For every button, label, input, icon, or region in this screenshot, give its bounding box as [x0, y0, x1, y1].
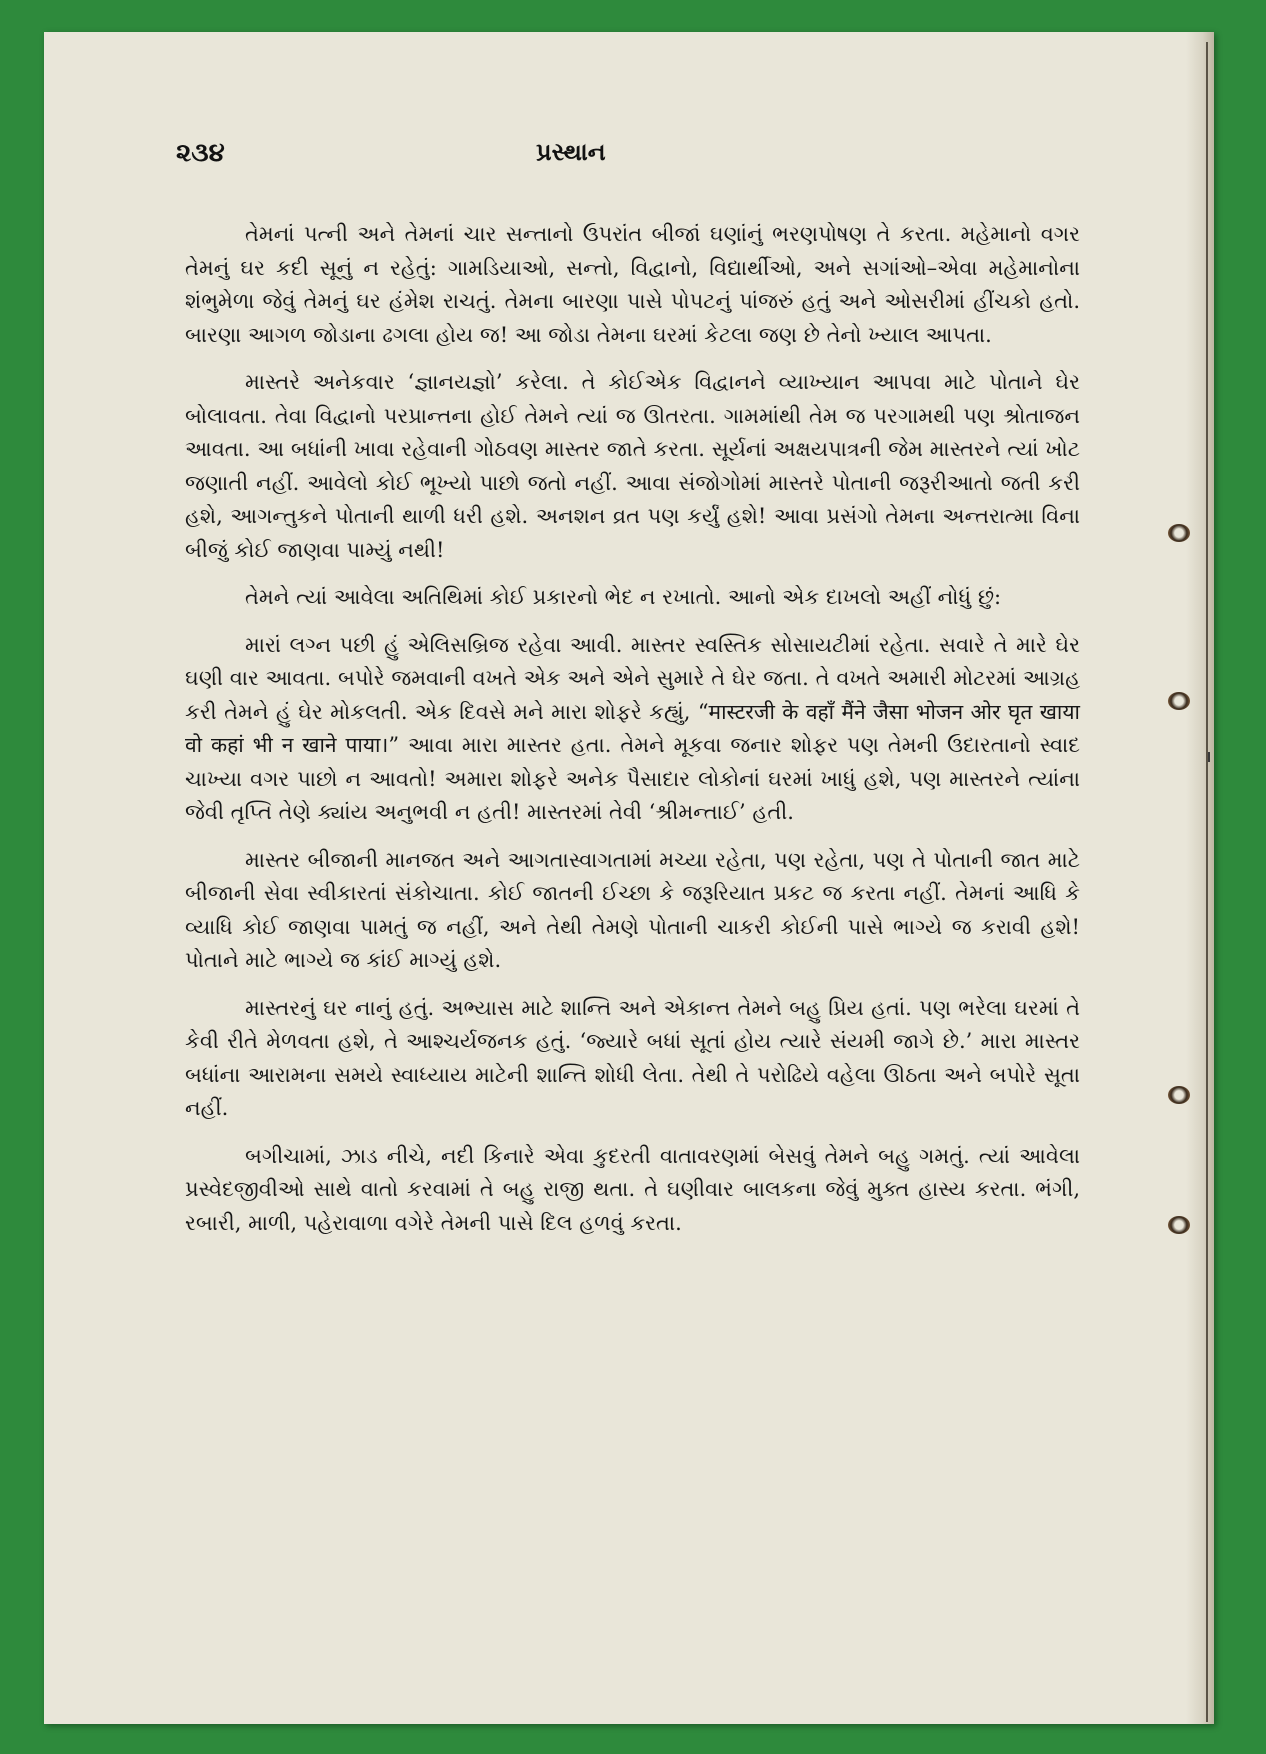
punch-hole — [1168, 524, 1190, 542]
paragraph: બગીચામાં, ઝાડ નીચે, નદી કિનારે એવા કુદરતી વાતાવરણમાં બેસવું તેમને બહુ ગમતું. ત્યાં આવેલા પ્રસ્વેદજીવીઓ સાથે વાતો કરવામાં તે બહુ રાજી થતા. તે ઘણીવાર બાલકના જેવું મુક્ત હાસ્ય કરતા. ભંગી, રબારી, માળી, પહેરાવાળા વગેરે તેમની પાસે દિલ હળવું કરતા. — [185, 1143, 1080, 1235]
paragraph: માસ્તરે અનેકવાર ‘જ્ઞાનયજ્ઞો’ કરેલા. તે કોઈએક વિદ્વાનને વ્યાખ્યાન આપવા માટે પોતાને ઘેર બોલાવતા. તેવા વિદ્વાનો પરપ્રાન્તના હોઈ તેમને ત્યાં જ ઊતરતા. ગામમાંથી તેમ જ પરગામથી પણ શ્રોતાજન આવતા. આ બધાંની ખાવા રહેવાની ગોઠવણ માસ્તર જાતે કરતા. સૂર્યનાં અક્ષયપાત્રની જેમ માસ્તરને ત્યાં ખોટ જણાતી નહીં. આવેલો કોઈ ભૂખ્યો પાછો જતો નહીં. આવા સંજોગોમાં માસ્તરે પોતાની જરૂરીઆતો જતી કરી હશે, આગન્તુકને પોતાની થાળી ધરી હશે. અનશન વ્રત પણ કર્યું હશે! આવા પ્રસંગો તેમના અન્તરાત્મા વિના બીજું કોઈ જાણવા પામ્યું નથી! — [185, 370, 1080, 562]
punch-hole — [1168, 1216, 1190, 1234]
running-title: પ્રસ્થાન — [536, 138, 606, 166]
paragraph: માસ્તરનું ઘર નાનું હતું. અભ્યાસ માટે શાન્તિ અને એકાન્ત તેમને બહુ પ્રિય હતાં. પણ ભરેલા ઘરમાં તે કેવી રીતે મેળવતા હશે, તે આશ્ચર્યજનક હતું. ‘જ્યારે બધાં સૂતાં હોય ત્યારે સંયમી જાગે છે.’ મારા માસ્તર બધાંના આરામના સમયે સ્વાધ્યાય માટેની શાન્તિ શોધી લેતા. તેથી તે પરોઢિયે વહેલા ઊઠતા અને બપોરે સૂતા નહીં. — [185, 995, 1080, 1120]
paragraph: તેમનાં પત્ની અને તેમનાં ચાર સન્તાનો ઉપરાંત બીજાં ઘણાંનું ભરણપોષણ તે કરતા. મહેમાનો વગર તેમનું ઘર કદી સૂનું ન રહેતું: ગામડિયાઓ, સન્તો, વિદ્વાનો, વિદ્યાર્થીઓ, અને સગાંઓ–એવા મહેમાનોના શંભુમેળા જેવું તેમનું ઘર હંમેશ રાચતું. તેમના બારણા પાસે પોપટનું પાંજરું હતું અને ઓસરીમાં હીંચકો હતો. બારણા આગળ જોડાના ઢગલા હોય જ! આ જોડા તેમના ઘરમાં કેટલા જણ છે તેનો ખ્યાલ આપતા. — [185, 222, 1080, 347]
page-header — [176, 138, 1036, 198]
edge-mark — [1208, 752, 1210, 762]
paragraph: તેમને ત્યાં આવેલા અતિથિમાં કોઈ પ્રકારનો ભેદ ન રખાતો. આનો એક દાખલો અહીં નોધું છું: — [245, 585, 1002, 609]
paragraph: મારાં લગ્ન પછી હું એલિસબ્રિજ રહેવા આવી. માસ્તર સ્વસ્તિક સોસાયટીમાં રહેતા. સવારે તે મારે ઘેર ઘણી વાર આવતા. બપોરે જમવાની વખતે એક અને એને સુમારે તે ઘેર જતા. તે વખતે અમારી મોટરમાં આગ્રહ કરી તેમને હું ઘેર મોકલતી. એક દિવસે મને મારા શોફરે કહ્યું, “मास्टरजी के वहाँ मैंने जैसा भोजन ओर घृत खाया वो कहां भी न खाने पाया।” આવા મારા માસ્તર હતા. તેમને મૂકવા જનાર શોફર પણ તેમની ઉદારતાનો સ્વાદ ચાખ્યા વગર પાછો ન આવતો! અમારા શોફરે અનેક પૈસાદાર લોકોનાં ઘરમાં ખાધું હશે, પણ માસ્તરને ત્યાંના જેવી તૃપ્તિ તેણે ક્યાંય અનુભવી ન હતી! માસ્તરમાં તેવી ‘શ્રીમન્તાઈ’ હતી. — [185, 632, 1080, 824]
page-number: ૨૩૪ — [176, 138, 225, 168]
paragraph: માસ્તર બીજાની માનજત અને આગતાસ્વાગતામાં મચ્યા રહેતા, પણ રહેતા, પણ તે પોતાની જાત માટે બીજાની સેવા સ્વીકારતાં સંકોચાતા. કોઈ જાતની ઈચ્છા કે જરૂરિયાત પ્રકટ જ કરતા નહીં. તેમનાં આધિ કે વ્યાધિ કોઈ જાણવા પામતું જ નહીં, અને તેથી તેમણે પોતાની ચાકરી કોઈની પાસે ભાગ્યે જ કરાવી હશે! પોતાને માટે ભાગ્યે જ કાંઈ માગ્યું હશે. — [185, 847, 1080, 972]
punch-hole — [1168, 1086, 1190, 1104]
page-edge — [1186, 32, 1214, 1724]
punch-hole — [1168, 692, 1190, 710]
binding-line — [1206, 42, 1208, 1722]
body-text — [185, 218, 1080, 1254]
